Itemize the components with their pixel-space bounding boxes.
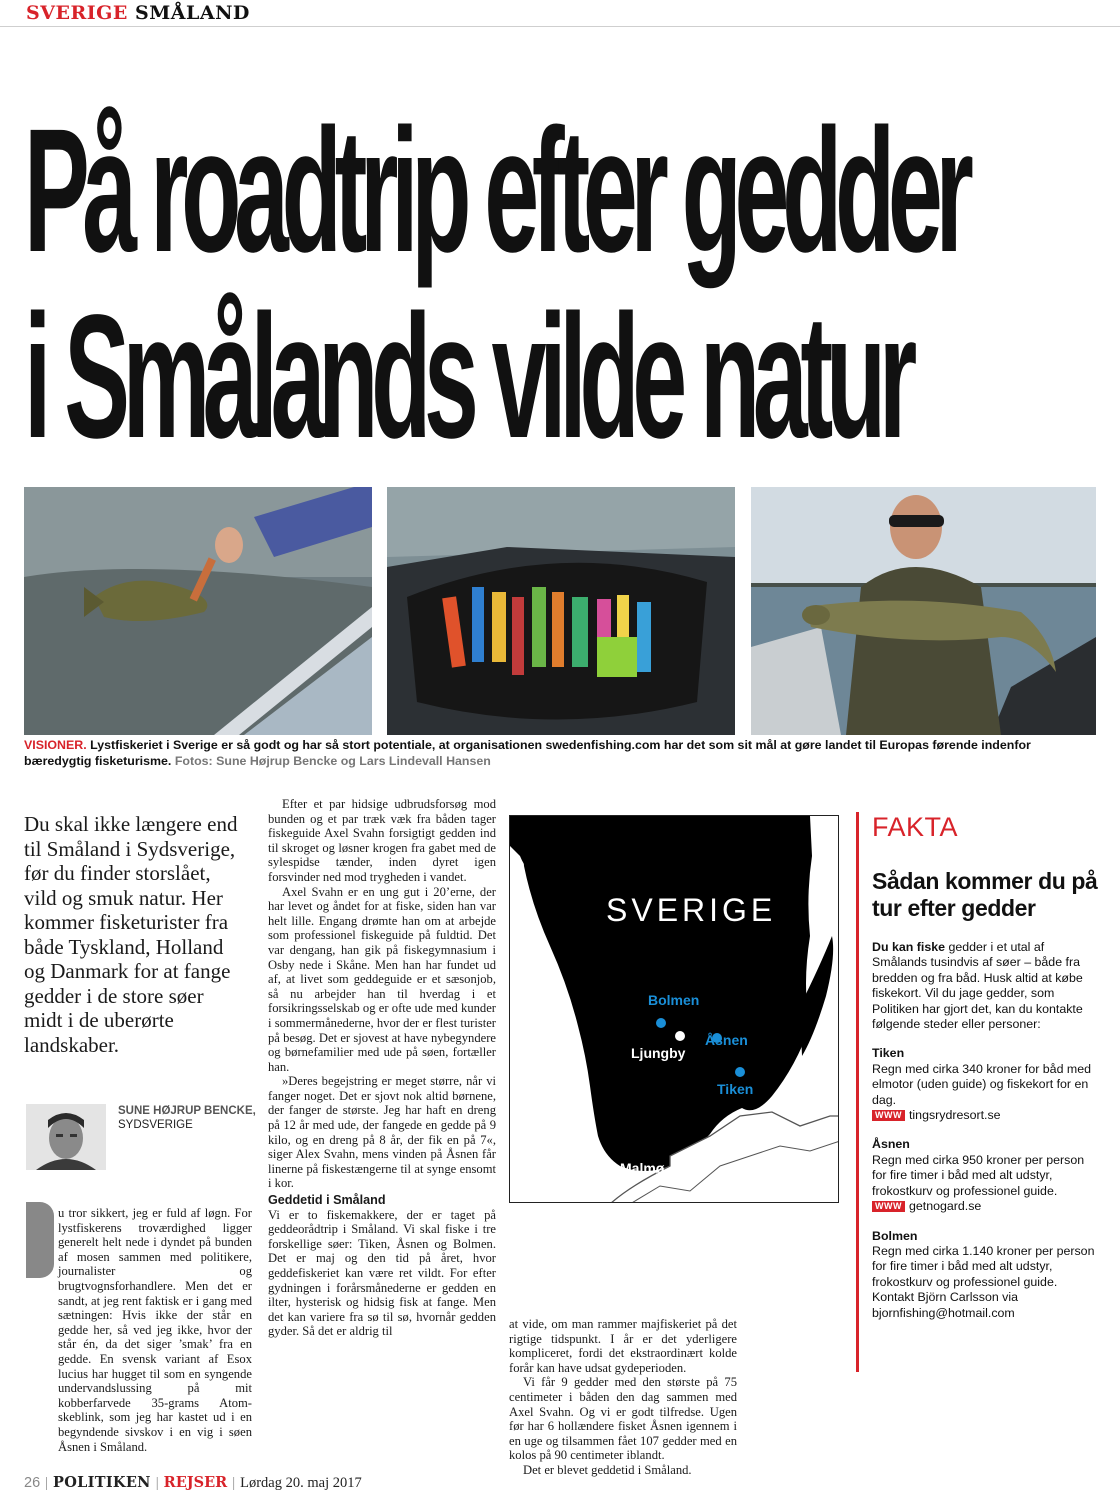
fakta-section-tiken bbox=[872, 1046, 1102, 1123]
fakta-section-title: Bolmen bbox=[872, 1228, 918, 1243]
body-paragraph: Det er blevet geddetid i Småland. bbox=[523, 1462, 692, 1477]
section-name: REJSER bbox=[163, 1474, 228, 1491]
body-paragraph: Vi er to fiskemakkere, der er taget på geddeorådtrip i Småland. Vi skal fiske i tre forskellige søer: Tiken, Åsnen og Bolmen. Det er maj og den tid på året, hvor geddefiskeriet kan være ret vildt. For efter gydningen i forårsmånederne er gedden en ilter, hysterisk og hidsig fisk at fange. Men det kan variere fra sø til sø, hvornår gedden gyder. Så det er aldrig til bbox=[268, 1207, 496, 1339]
map-label-bolmen: Bolmen bbox=[648, 992, 700, 1008]
page-footer: 26 | POLITIKEN | REJSER | Lørdag 20. maj 2017 bbox=[24, 1474, 362, 1491]
map-title: SVERIGE bbox=[606, 892, 777, 928]
body-paragraph: Vi får 9 gedder med den største på 75 centimeter i båden den dag sammen med Axel Svahn. Og vi er godt tilfredse. Ugen før har 6 hollændere fisket Åsnen igennem i en uge og tilsammen fået 107 gedder med en kolos på 90 centimeter iblandt. bbox=[509, 1375, 737, 1463]
map-label-ljungby: Ljungby bbox=[631, 1045, 686, 1061]
fakta-section-text: Regn med cirka 340 kroner for båd med elmotor (uden guide) og fiskekort for en dag. bbox=[872, 1061, 1092, 1107]
fakta-rule bbox=[856, 812, 859, 1372]
body-paragraph: Efter et par hidsige udbrudsforsøg mod bunden og et par træk væk fra båden tager fiskeguide Axel Svahn forsigtigt gedden ind til skroget og løsner krogen fra gabet med de sylespidse tænder, inden dyret igen forsvinder ned mod trygheden i vandet. bbox=[268, 797, 496, 884]
photo-lure-box bbox=[387, 487, 735, 735]
fakta-section-text: Regn med cirka 950 kroner per person for fire timer i båd med alt udstyr, frokostkurv og professionel guide. bbox=[872, 1152, 1085, 1198]
www-badge: WWW bbox=[872, 1201, 905, 1212]
headline-line-2: i Smålands vilde natur bbox=[24, 279, 910, 475]
fakta-link-text[interactable]: getnogard.se bbox=[908, 1199, 982, 1214]
map-label-malmo: Malmø bbox=[620, 1160, 665, 1176]
fakta-section-text: Regn med cirka 1.140 kroner per person for fire timer i båd med alt udstyr, frokostkurv og professionel guide. bbox=[872, 1243, 1095, 1289]
photo-pike-release bbox=[24, 487, 372, 735]
body-paragraph: Axel Svahn er en ung gut i 20’erne, der har levet og åndet for at fiske, siden han var helt lille. Engang drømte han om at arbejde som professionel fiskeguide på fuldtid. Det var dengang, han gik på fiskegymnasium i Osby nede i Skåne. Men han har fundet ud af, at livet som geddeguide er et sæsonjob, så nu arbejder han til hverdag i et forsikringsselskab og er ofte ude med kunder i sommermånederne, hvor der er flest turister på besøg. Det er sjovest at have nybegyndere og børnefamilier med ude på søen, fortæller han. bbox=[268, 884, 496, 1074]
fakta-section-asnen bbox=[872, 1137, 1102, 1214]
map-label-tiken: Tiken bbox=[717, 1081, 754, 1097]
caption-lead: VISIONER. bbox=[24, 738, 87, 752]
fakta-link[interactable] bbox=[872, 1108, 1102, 1123]
body-paragraph: u tror sikkert, jeg er fuld af løgn. For lystfiskerens troværdighed ligger generelt helt nede i dyndet på bunden af mosen sammen med politikere, journalister og brugtvognsforhandlere. Men det er sandt, at jeg rent faktisk er i gang med sætningen: Hvis ikke der står en gedde her, så ved jeg ikke, hvor der står én, da det siger ’smak’ fra en gedde. En svensk variant af Esox lucius har hugget til som en syngende undervandslussing på mit kobberfarvede 35-grams Atom-skeblink, som jeg har kastet ud i en begyndende sivskov i en vig i søen Åsnen i Småland. bbox=[58, 1206, 252, 1454]
byline bbox=[118, 1104, 258, 1132]
photo-angler-with-pike bbox=[751, 487, 1096, 735]
top-divider bbox=[0, 26, 1120, 27]
fakta-intro-bold: Du kan fiske bbox=[872, 940, 945, 954]
www-badge: WWW bbox=[872, 1110, 905, 1121]
page-number: 26 bbox=[24, 1475, 41, 1491]
map-label-asnen: Åsnen bbox=[705, 1032, 748, 1048]
byline-place: SYDSVERIGE bbox=[118, 1119, 193, 1131]
body-column-3 bbox=[509, 1317, 737, 1478]
body-column-1 bbox=[24, 1206, 252, 1454]
photo-caption bbox=[24, 737, 1096, 769]
byline-author: SUNE HØJRUP BENCKE, bbox=[118, 1105, 256, 1117]
body-paragraph: »Deres begejstring er meget større, når vi fanger noget. Det er sjovt nok altid børnene, der fanger de største. Jeg har haft en dreng på 12 år med ude, der fangede en gedde på 9 kilo, og en dreng på 8 år, der fik en på 7«, siger Alex Svahn, mens vinden på Åsnen får linerne på fiskestængerne til at synge ensomt i kor. bbox=[268, 1074, 496, 1191]
issue-date: Lørdag 20. maj 2017 bbox=[240, 1475, 362, 1491]
fakta-contact: Kontakt Björn Carlsson via bjornfishing@hotmail.com bbox=[872, 1290, 1019, 1320]
article-ingress: Du skal ikke længere end til Småland i Sydsverige, før du finder storslået, vild og smuk natur. Her kommer fisketurister fra både Tyskland, Holland og Danmark for at fange gedder i de store søer midt i de uberørte landskaber. bbox=[24, 812, 238, 1057]
author-avatar bbox=[26, 1104, 106, 1170]
kicker-region: SMÅLAND bbox=[134, 2, 250, 24]
fakta-section-bolmen bbox=[872, 1229, 1102, 1321]
fakta-label: FAKTA bbox=[872, 812, 959, 842]
fakta-link[interactable] bbox=[872, 1199, 1102, 1214]
fakta-section-title: Åsnen bbox=[872, 1137, 910, 1152]
caption-credit: Fotos: Sune Højrup Bencke og Lars Lindevall Hansen bbox=[174, 754, 491, 768]
headline-line-1: På roadtrip efter gedder bbox=[24, 93, 967, 289]
body-paragraph: at vide, om man rammer majfiskeriet på det rigtige tidspunkt. I år er det yderligere kompliceret, fordi det ekstraordinært kolde forår kan have udsat gydeperioden. bbox=[509, 1317, 737, 1375]
fakta-title: Sådan kommer du på tur efter gedder bbox=[872, 868, 1098, 921]
body-subhead: Geddetid i Småland bbox=[268, 1193, 386, 1208]
section-kicker bbox=[26, 2, 250, 24]
map-sweden bbox=[509, 815, 839, 1203]
caption-text: Lystfiskeriet i Sverige er så godt og har så stort potentiale, at organisationen swedenfishing.com har det som sit mål at gøre landet til Europas førende indenfor bæredygtig fisketurisme. bbox=[24, 738, 1031, 768]
paper-name: POLITIKEN bbox=[53, 1474, 151, 1491]
body-column-2 bbox=[268, 797, 496, 1339]
fakta-box bbox=[872, 812, 1102, 1321]
headline bbox=[24, 93, 967, 475]
kicker-country: SVERIGE bbox=[26, 2, 128, 24]
fakta-link-text[interactable]: tingsrydresort.se bbox=[908, 1108, 1001, 1123]
fakta-section-title: Tiken bbox=[872, 1046, 905, 1061]
fakta-intro-text: gedder i et utal af Smålands tusindvis af søer – både fra bredden og fra båd. Husk altid at købe fiskekort. Vil du jage gedder, som Politiken har gjort det, kan du kontakte følgende steder eller personer: bbox=[872, 940, 1083, 1032]
fakta-intro bbox=[872, 940, 1102, 1032]
